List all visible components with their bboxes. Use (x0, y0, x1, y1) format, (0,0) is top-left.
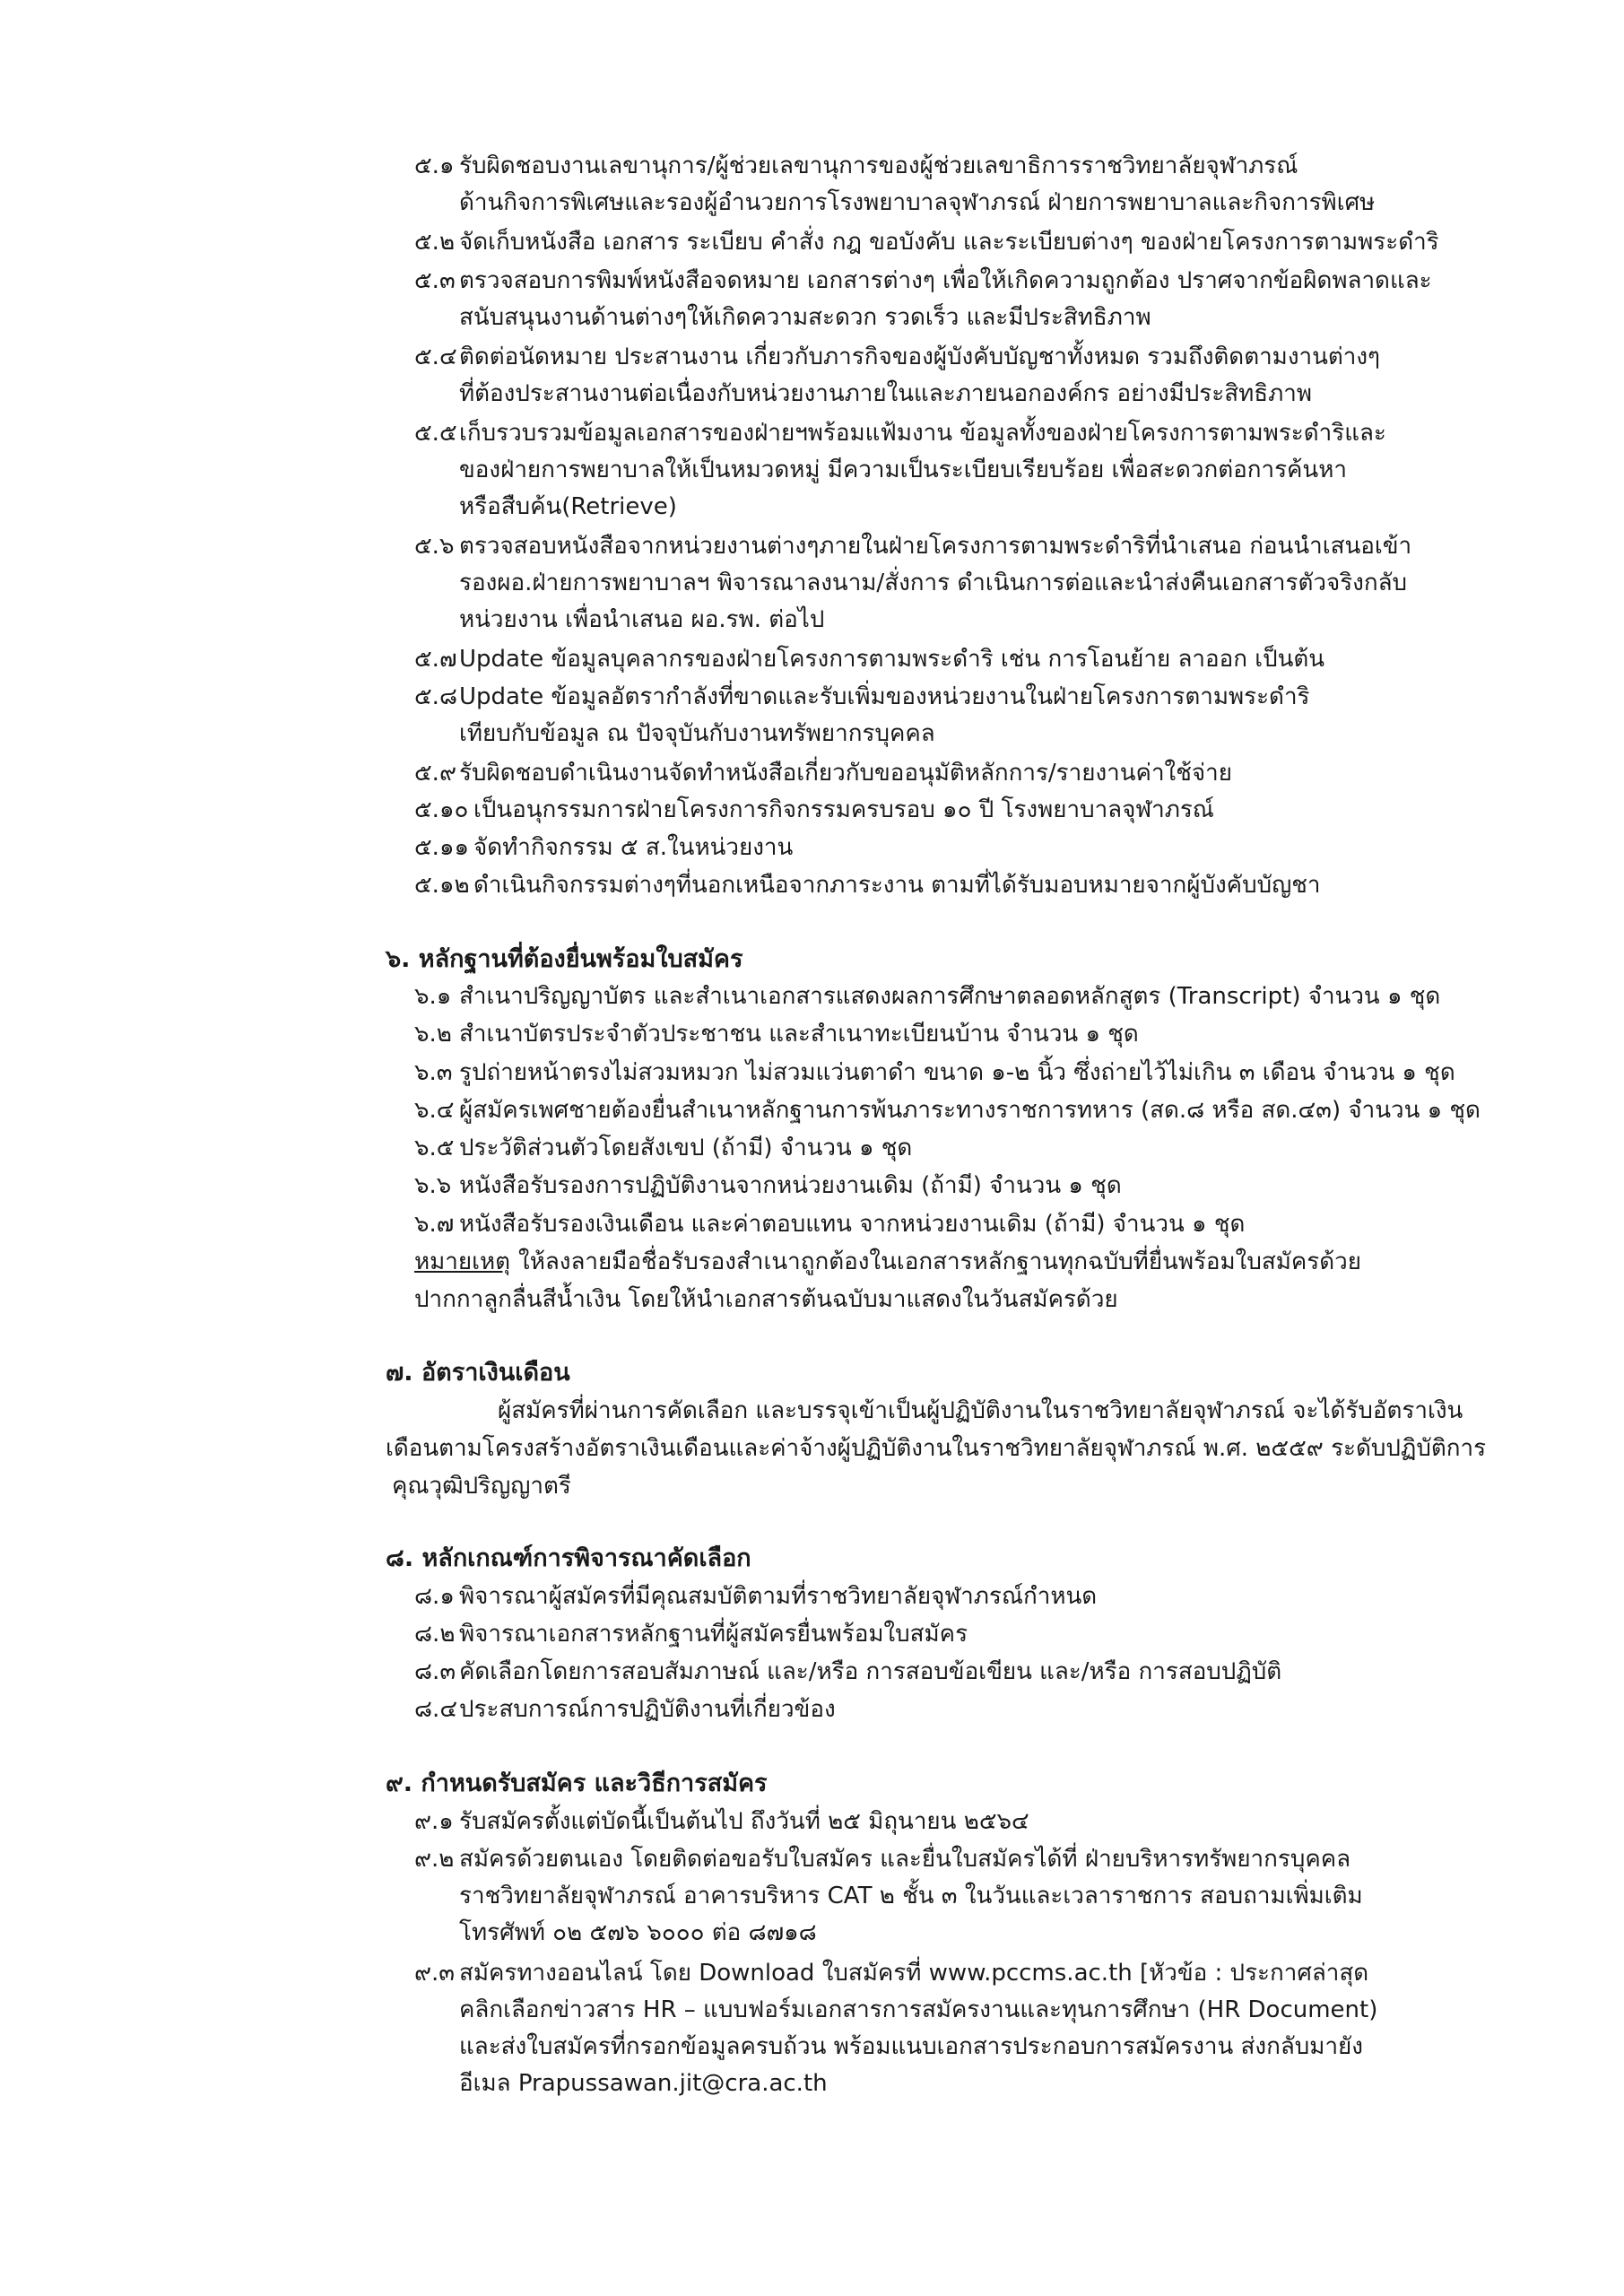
item-text: ของฝ่ายการพยาบาลให้เป็นหมวดหมู่ มีความเป็นระเบียบเรียบร้อย เพื่อสะดวกต่อการค้นหา (459, 457, 1347, 483)
item-number: ๕.๙ (414, 760, 456, 787)
section-heading: ๗. อัตราเงินเดือน (386, 1359, 570, 1387)
item-number: ๕.๑๐ (414, 796, 469, 823)
item-text: สำเนาบัตรประจำตัวประชาชน และสำเนาทะเบียนบ้าน จำนวน ๑ ชุด (459, 1021, 1139, 1048)
note-text: ปากกาลูกลื่นสีน้ำเงิน โดยให้นำเอกสารต้นฉบับมาแสดงในวันสมัครด้วย (414, 1286, 1118, 1313)
item-text: และส่งใบสมัครที่กรอกข้อมูลครบถ้วน พร้อมแนบเอกสารประกอบการสมัครงาน ส่งกลับมายัง (459, 2033, 1363, 2060)
item-text: ติดต่อนัดหมาย ประสานงาน เกี่ยวกับภารกิจของผู้บังคับบัญชาทั้งหมด รวมถึงติดตามงานต่างๆ (459, 344, 1381, 370)
item-number: ๕.๘ (414, 683, 458, 710)
item-text: พิจารณาผู้สมัครที่มีคุณสมบัติตามที่ราชวิทยาลัยจุฬาภรณ์กำหนด (459, 1583, 1098, 1610)
item-text: ตรวจสอบการพิมพ์หนังสือจดหมาย เอกสารต่างๆ เพื่อให้เกิดความถูกต้อง ปราศจากข้อผิดพลาดและ (459, 267, 1432, 294)
item-text: รับผิดชอบงานเลขานุการ/ผู้ช่วยเลขานุการของผู้ช่วยเลขาธิการราชวิทยาลัยจุฬาภรณ์ (459, 152, 1298, 179)
note-text: ให้ลงลายมือชื่อรับรองสำเนาถูกต้องในเอกสารหลักฐานทุกฉบับที่ยื่นพร้อมใบสมัครด้วย (518, 1248, 1361, 1275)
item-number: ๘.๑ (414, 1583, 455, 1610)
item-text: เป็นอนุกรรมการฝ่ายโครงการกิจกรรมครบรอบ ๑๐ ปี โรงพยาบาลจุฬาภรณ์ (473, 796, 1214, 823)
section-heading: ๖. หลักฐานที่ต้องยื่นพร้อมใบสมัคร (386, 945, 743, 973)
item-text: หนังสือรับรองเงินเดือน และค่าตอบแทน จากหน่วยงานเดิม (ถ้ามี) จำนวน ๑ ชุด (459, 1211, 1246, 1238)
item-text: ประสบการณ์การปฏิบัติงานที่เกี่ยวข้อง (459, 1696, 836, 1723)
item-number: ๖.๑ (414, 983, 452, 1010)
section-heading: ๘. หลักเกณฑ์การพิจารณาคัดเลือก (386, 1544, 751, 1572)
item-number: ๙.๓ (414, 1960, 456, 1987)
item-number: ๖.๒ (414, 1021, 452, 1048)
item-text: จัดทำกิจกรรม ๕ ส.ในหน่วยงาน (473, 834, 794, 861)
item-number: ๕.๒ (414, 229, 456, 256)
item-text: หน่วยงาน เพื่อนำเสนอ ผอ.รพ. ต่อไป (459, 606, 825, 633)
item-number: ๖.๕ (414, 1135, 455, 1161)
note-label: หมายเหตุ (414, 1248, 511, 1275)
section-heading: ๙. กำหนดรับสมัคร และวิธีการสมัคร (386, 1770, 768, 1797)
item-number: ๕.๑ (414, 152, 455, 179)
item-text: ผู้สมัครเพศชายต้องยื่นสำเนาหลักฐานการพ้นภาระทางราชการทหาร (สด.๘ หรือ สด.๔๓) จำนวน ๑ ชุด (459, 1097, 1481, 1124)
item-text: รับสมัครตั้งแต่บัดนี้เป็นต้นไป ถึงวันที่ ๒๕ มิถุนายน ๒๕๖๔ (459, 1808, 1029, 1835)
item-text: อีเมล Prapussawan.jit@cra.ac.th (459, 2070, 828, 2097)
item-text: พิจารณาเอกสารหลักฐานที่ผู้สมัครยื่นพร้อมใบสมัคร (459, 1621, 968, 1648)
item-text: ราชวิทยาลัยจุฬาภรณ์ อาคารบริหาร CAT ๒ ชั้น ๓ ในวันและเวลาราชการ สอบถามเพิ่มเติม (459, 1883, 1363, 1909)
item-number: ๘.๔ (414, 1696, 458, 1723)
item-number: ๕.๖ (414, 533, 455, 560)
item-number: ๕.๗ (414, 646, 457, 673)
item-text: ตรวจสอบหนังสือจากหน่วยงานต่างๆภายในฝ่ายโครงการตามพระดำริที่นำเสนอ ก่อนนำเสนอเข้า (459, 533, 1412, 560)
paragraph-line: ผู้สมัครที่ผ่านการคัดเลือก และบรรจุเข้าเป็นผู้ปฏิบัติงานในราชวิทยาลัยจุฬาภรณ์ จะได้รับอัตราเงิน (498, 1397, 1463, 1424)
item-number: ๕.๑๑ (414, 834, 469, 861)
item-text: หรือสืบค้น(Retrieve) (459, 493, 677, 520)
item-number: ๖.๖ (414, 1172, 452, 1199)
item-text: รับผิดชอบดำเนินงานจัดทำหนังสือเกี่ยวกับขออนุมัติหลักการ/รายงานค่าใช้จ่าย (459, 760, 1232, 787)
item-text: สำเนาปริญญาบัตร และสำเนาเอกสารแสดงผลการศึกษาตลอดหลักสูตร (Transcript) จำนวน ๑ ชุด (459, 983, 1441, 1010)
item-number: ๙.๒ (414, 1846, 455, 1873)
paragraph-line: คุณวุฒิปริญญาตรี (392, 1473, 571, 1500)
item-text: คัดเลือกโดยการสอบสัมภาษณ์ และ/หรือ การสอบข้อเขียน และ/หรือ การสอบปฏิบัติ (459, 1658, 1282, 1685)
item-text: สมัครด้วยตนเอง โดยติดต่อขอรับใบสมัคร และยื่นใบสมัครได้ที่ ฝ่ายบริหารทรัพยากรบุคคล (459, 1846, 1351, 1873)
item-number: ๙.๑ (414, 1808, 454, 1835)
item-number: ๕.๔ (414, 344, 457, 370)
item-text: จัดเก็บหนังสือ เอกสาร ระเบียบ คำสั่ง กฎ ขอบังคับ และระเบียบต่างๆ ของฝ่ายโครงการตามพระดำริ (459, 229, 1439, 256)
item-text: สมัครทางออนไลน์ โดย Download ใบสมัครที่ www.pccms.ac.th [หัวข้อ : ประกาศล่าสุด (459, 1960, 1369, 1987)
item-number: ๖.๓ (414, 1059, 453, 1086)
item-number: ๘.๓ (414, 1658, 456, 1685)
item-number: ๕.๑๒ (414, 872, 470, 899)
item-text: Update ข้อมูลบุคลากรของฝ่ายโครงการตามพระดำริ เช่น การโอนย้าย ลาออก เป็นต้น (459, 646, 1325, 673)
item-text: เทียบกับข้อมูล ณ ปัจจุบันกับงานทรัพยากรบุคคล (459, 720, 935, 747)
item-text: Update ข้อมูลอัตรากำลังที่ขาดและรับเพิ่มของหน่วยงานในฝ่ายโครงการตามพระดำริ (459, 683, 1310, 710)
item-text: ประวัติส่วนตัวโดยสังเขป (ถ้ามี) จำนวน ๑ ชุด (459, 1135, 913, 1161)
item-text: คลิกเลือกข่าวสาร HR – แบบฟอร์มเอกสารการสมัครงานและทุนการศึกษา (HR Document) (459, 1996, 1378, 2023)
item-number: ๕.๕ (414, 420, 457, 447)
item-text: ด้านกิจการพิเศษและรองผู้อำนวยการโรงพยาบาลจุฬาภรณ์ ฝ่ายการพยาบาลและกิจการพิเศษ (459, 189, 1376, 216)
item-text: เก็บรวบรวมข้อมูลเอกสารของฝ่ายฯพร้อมแฟ้มงาน ข้อมูลทั้งของฝ่ายโครงการตามพระดำริและ (459, 420, 1386, 447)
paragraph-line: เดือนตามโครงสร้างอัตราเงินเดือนและค่าจ้างผู้ปฏิบัติงานในราชวิทยาลัยจุฬาภรณ์ พ.ศ. ๒๕๕๙ ระดับปฏิบัติการ (386, 1435, 1487, 1462)
item-text: รองผอ.ฝ่ายการพยาบาลฯ พิจารณาลงนาม/สั่งการ ดำเนินการต่อและนำส่งคืนเอกสารตัวจริงกลับ (459, 570, 1408, 596)
item-number: ๕.๓ (414, 267, 456, 294)
item-text: สนับสนุนงานด้านต่างๆให้เกิดความสะดวก รวดเร็ว และมีประสิทธิภาพ (459, 304, 1151, 331)
item-number: ๖.๔ (414, 1097, 455, 1124)
item-text: โทรศัพท์ ๐๒ ๕๗๖ ๖๐๐๐ ต่อ ๘๗๑๘ (459, 1919, 817, 1946)
item-text: รูปถ่ายหน้าตรงไม่สวมหมวก ไม่สวมแว่นตาดำ ขนาด ๑-๒ นิ้ว ซึ่งถ่ายไว้ไม่เกิน ๓ เดือน จำนวน ๑ ชุด (459, 1059, 1455, 1086)
item-text: ที่ต้องประสานงานต่อเนื่องกับหน่วยงานภายในและภายนอกองค์กร อย่างมีประสิทธิภาพ (459, 380, 1312, 407)
item-text: ดำเนินกิจกรรมต่างๆที่นอกเหนือจากภาระงาน ตามที่ได้รับมอบหมายจากผู้บังคับบัญชา (473, 872, 1321, 899)
item-text: หนังสือรับรองการปฏิบัติงานจากหน่วยงานเดิม (ถ้ามี) จำนวน ๑ ชุด (459, 1172, 1122, 1199)
item-number: ๘.๒ (414, 1621, 456, 1648)
item-number: ๖.๗ (414, 1211, 455, 1238)
